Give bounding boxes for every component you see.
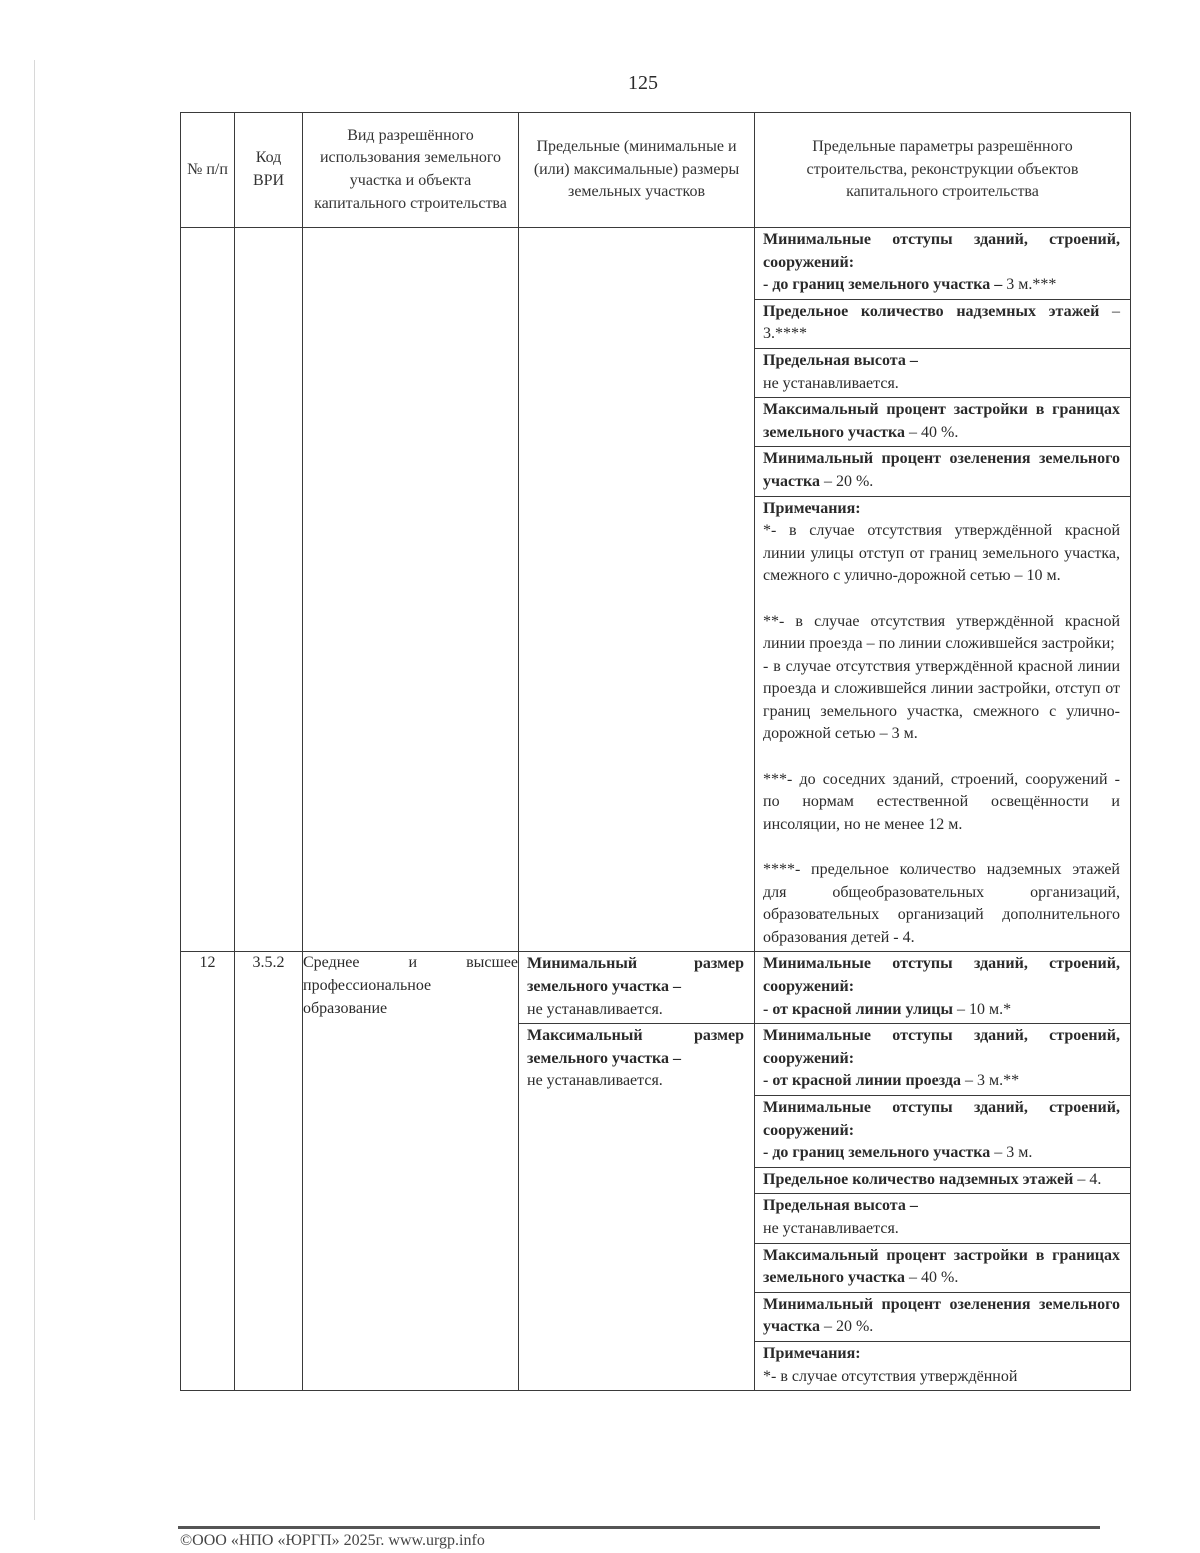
cell-name xyxy=(303,228,519,952)
param-floors: Предельное количество надземных этажей – 3.**** xyxy=(755,299,1130,348)
note-3: ***- до соседних зданий, строений, сооружений - по нормам естественной освещённости и инсоляции, но не менее 12 м. xyxy=(763,770,1120,833)
table-row-continuation xyxy=(181,228,1131,952)
cell-name: Среднее и высшее профессиональное образование xyxy=(303,952,519,1391)
size-min: Минимальный размер земельного участка – не устанавливается. xyxy=(527,955,744,1018)
cell-sizes xyxy=(519,228,755,952)
note-2b: - в случае отсутствия утверждённой красной линии проезда и сложившейся линии застройки, отступ от границ земельного участка, смежного с улично-дорожной сетью – 3 м. xyxy=(763,657,1120,743)
param-height: Предельная высота – не устанавливается. xyxy=(755,1193,1130,1242)
header-code: Код ВРИ xyxy=(235,113,303,228)
header-params: Предельные параметры разрешённого строительства, реконструкции объектов капитального строительства xyxy=(755,113,1131,228)
header-sizes: Предельные (минимальные и (или) максимальные) размеры земельных участков xyxy=(519,113,755,228)
cell-num xyxy=(181,228,235,952)
param-min-greening: Минимальный процент озеленения земельного участка – 20 %. xyxy=(755,1292,1130,1341)
param-height: Предельная высота – не устанавливается. xyxy=(755,348,1130,397)
note-1: *- в случае отсутствия утверждённой xyxy=(763,1367,1018,1385)
scan-margin-line xyxy=(34,60,35,1520)
footer-rule xyxy=(178,1526,1100,1529)
note-4: ****- предельное количество надземных этажей для общеобразовательных организаций, образовательных организаций дополнительного образования детей - 4. xyxy=(763,861,1120,946)
header-num: № п/п xyxy=(181,113,235,228)
param-setback-boundary: Минимальные отступы зданий, строений, сооружений: - до границ земельного участка – 3 м. xyxy=(755,1095,1130,1167)
notes-block xyxy=(755,1341,1130,1390)
note-1: *- в случае отсутствия утверждённой красной линии улицы отступ от границ земельного участка, смежного с улично-дорожной сетью – 10 м. xyxy=(763,522,1120,585)
size-max: Максимальный размер земельного участка – не устанавливается. xyxy=(519,1023,754,1095)
footer-copyright: ©ООО «НПО «ЮРГП» 2025г. www.urgp.info xyxy=(180,1532,485,1549)
page-number: 125 xyxy=(628,72,658,94)
param-setback-street: Минимальные отступы зданий, строений, сооружений: - от красной линии улицы – 10 м.* xyxy=(763,955,1120,1018)
cell-params xyxy=(755,228,1131,952)
table-row-12 xyxy=(181,952,1131,1391)
cell-code xyxy=(235,228,303,952)
notes-title: Примечания: xyxy=(763,1344,861,1362)
table-header-row xyxy=(181,113,1131,228)
cell-code: 3.5.2 xyxy=(235,952,303,1391)
cell-num: 12 xyxy=(181,952,235,1391)
note-2a: **- в случае отсутствия утверждённой красной линии проезда – по линии сложившейся застройки; xyxy=(763,612,1120,653)
param-min-greening: Минимальный процент озеленения земельного участка – 20 %. xyxy=(755,446,1130,495)
param-min-setback-boundary: Минимальные отступы зданий, строений, сооружений: - до границ земельного участка – 3 м.*** xyxy=(763,231,1120,294)
param-floors: Предельное количество надземных этажей – 4. xyxy=(755,1167,1130,1194)
param-setback-driveway: Минимальные отступы зданий, строений, сооружений: - от красной линии проезда – 3 м.** xyxy=(755,1023,1130,1095)
notes-block xyxy=(755,496,1130,952)
notes-title: Примечания: xyxy=(763,499,861,517)
param-max-coverage: Максимальный процент застройки в границах земельного участка – 40 %. xyxy=(755,1243,1130,1292)
zoning-table xyxy=(180,112,1131,1391)
param-max-coverage: Максимальный процент застройки в границах земельного участка – 40 %. xyxy=(755,397,1130,446)
cell-params xyxy=(755,952,1131,1391)
cell-sizes xyxy=(519,952,755,1391)
header-name: Вид разрешённого использования земельного участка и объекта капитального строительства xyxy=(303,113,519,228)
